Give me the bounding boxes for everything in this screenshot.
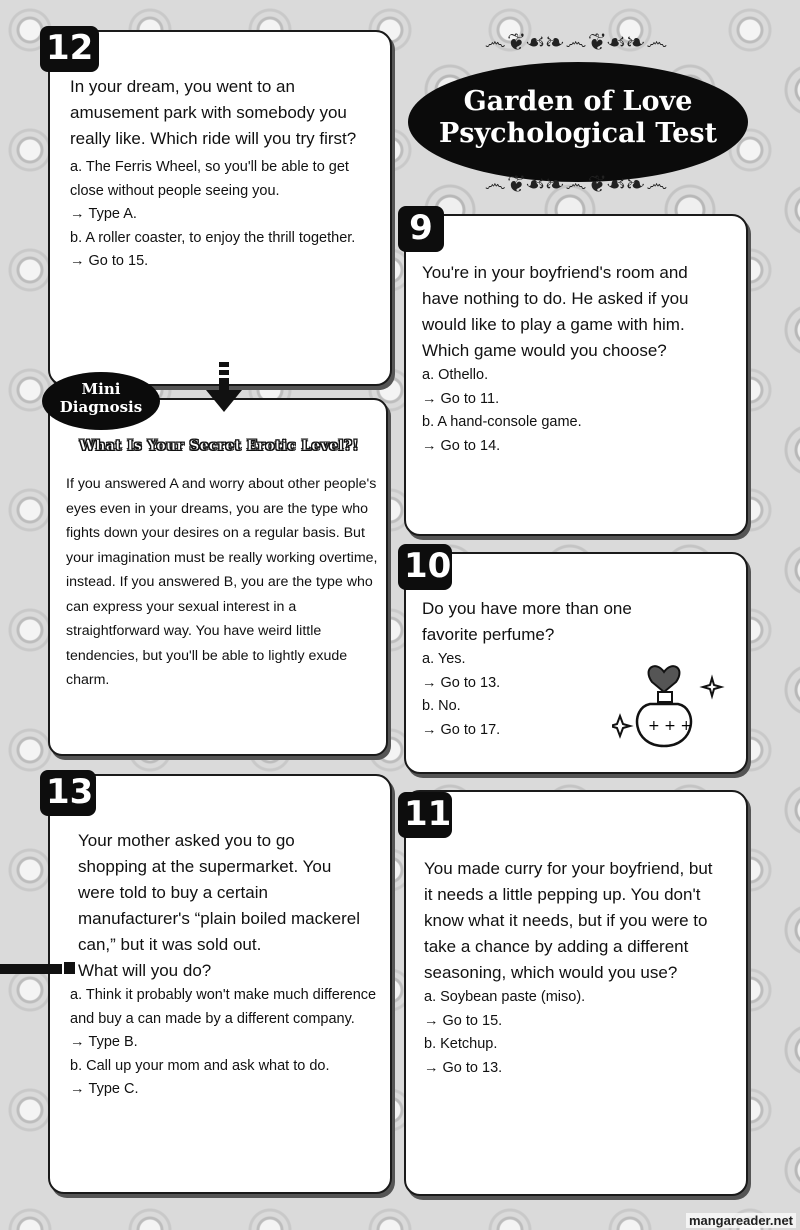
title-line-2: Psychological Test (438, 118, 718, 149)
question-12-option-a: a. The Ferris Wheel, so you'll be able to get close without people seeing you. (70, 159, 349, 199)
question-12-result-b: → Go to 15. (70, 250, 370, 274)
question-11-result-b: → Go to 13. (424, 1057, 734, 1081)
mini-diagnosis-heading: What Is Your Secret Erotic Level?! (79, 438, 359, 454)
swirl-ornament-top: ෴❦☙❧෴❦☙❧෴ (484, 30, 670, 55)
question-11-number: 11 (398, 792, 452, 838)
question-9-number: 9 (398, 206, 444, 252)
title-line-1: Garden of Love (463, 86, 693, 117)
watermark-text: mangareader.net (686, 1213, 796, 1228)
mini-badge-line-1: Mini (81, 380, 121, 398)
mini-badge-line-2: Diagnosis (59, 398, 143, 416)
question-12-result-a: → Type A. (70, 203, 370, 227)
question-11-text: You made curry for your boyfriend, but it needs a little pepping up. You don't know what it needs, but if you were to take a chance by adding a different seasoning, which would you use? (424, 859, 713, 982)
question-12-option-b: b. A roller coaster, to enjoy the thrill together. (70, 229, 356, 246)
perfume-bottle-icon (612, 658, 732, 754)
question-12-panel (48, 30, 392, 386)
question-13-option-b: b. Call up your mom and ask what to do. (70, 1057, 330, 1074)
title-block (402, 22, 752, 197)
question-11-option-b: b. Ketchup. (424, 1036, 498, 1052)
question-9-result-a: → Go to 11. (422, 388, 722, 412)
question-11-result-a: → Go to 15. (424, 1010, 734, 1034)
question-9-option-a: a. Othello. (422, 367, 489, 383)
question-9-option-b: b. A hand-console game. (422, 414, 582, 430)
question-10-panel (404, 552, 748, 774)
question-13-result-a: → Type B. (70, 1031, 380, 1055)
question-13-text: Your mother asked you to go shopping at the supermarket. You were told to buy a certain manufacturer's “plain boiled mackerel can,” but it was sold out. (78, 831, 360, 954)
question-9-panel (404, 214, 748, 536)
title-ellipse (408, 62, 748, 182)
question-12-number: 12 (40, 26, 99, 72)
question-10-number: 10 (398, 544, 452, 590)
question-13-question-end: What will you do? (78, 961, 212, 980)
mini-diagnosis-text: If you answered A and worry about other people's eyes even in your dreams, you are the type who fights down your desires on a regular basis. But your imagination must be really working overtime, instead. If you answered B, you are the type who can express your sexual interest in a straightforward way. You have weird little tendencies, but you'll be able to lightly exude charm. (66, 476, 378, 688)
question-11-panel (404, 790, 748, 1196)
question-13-result-b: → Type C. (70, 1078, 380, 1102)
question-9-text: You're in your boyfriend's room and have nothing to do. He asked if you would like to play a game with him. Which game would you choose? (422, 263, 689, 360)
question-13-panel (48, 774, 392, 1194)
down-arrow-icon (204, 362, 244, 414)
question-10-result-b: → Go to 17. (422, 719, 722, 743)
question-10-option-b: b. No. (422, 698, 461, 714)
swirl-ornament-bottom: ෴❦☙❧෴❦☙❧෴ (484, 172, 670, 197)
question-10-text: Do you have more than one favorite perfume? (422, 599, 632, 644)
bullet-square-marker (64, 962, 75, 974)
question-11-option-a: a. Soybean paste (miso). (424, 989, 586, 1005)
mini-diagnosis-panel (48, 398, 388, 756)
question-10-result-a: → Go to 13. (422, 672, 722, 696)
mini-diagnosis-badge (42, 372, 160, 430)
question-12-text: In your dream, you went to an amusement park with somebody you really like. Which ride will you try first? (70, 77, 357, 148)
question-9-result-b: → Go to 14. (422, 435, 722, 459)
svg-text:+ + +: + + + (648, 718, 693, 734)
question-13-number: 13 (40, 770, 96, 816)
bullet-line-marker (0, 964, 62, 974)
question-13-option-a: a. Think it probably won't make much difference and buy a can made by a different company. (70, 987, 377, 1027)
question-10-option-a: a. Yes. (422, 651, 466, 667)
